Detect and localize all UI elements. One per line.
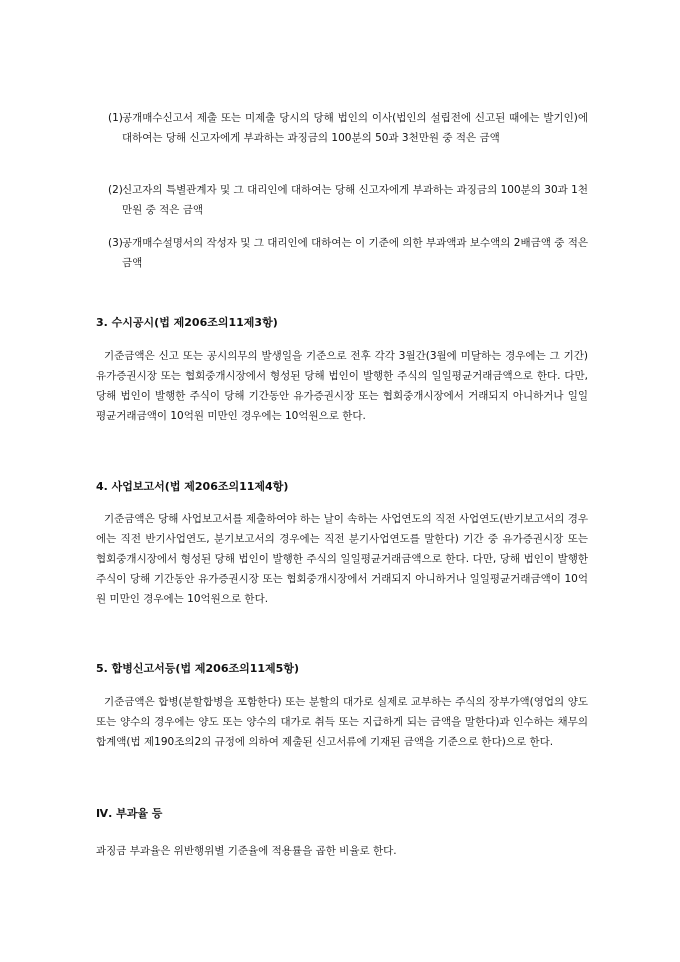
item-number: (2)	[108, 184, 123, 196]
section-heading-4: 4. 사업보고서(법 제206조의11제4항)	[96, 480, 289, 493]
item-number: (1)	[108, 112, 123, 124]
list-item-1	[108, 108, 588, 148]
section-body-3: 기준금액은 신고 또는 공시의무의 발생일을 기준으로 전후 각각 3월간(3월에 미달하는 경우에는 그 기간) 유가증권시장 또는 협회중개시장에서 형성된 당해 법인이 발행한 주식의 일일평균거래금액으로 한다. 다만, 당해 법인이 발행한 주식이 당해 기간동안 유가증권시장 또는 협회중개시장에서 거래되지 아니하거나 일일평균거래금액이 10억원 미만인 경우에는 10억원으로 한다.	[96, 350, 588, 422]
item-number: (3)	[108, 237, 123, 249]
list-item-3	[108, 233, 588, 273]
section-body-5: 기준금액은 합병(분할합병을 포함한다) 또는 분할의 대가로 실제로 교부하는 주식의 장부가액(영업의 양도 또는 양수의 경우에는 양도 또는 양수의 대가로 취득 또는 지급하게 되는 금액을 말한다)과 인수하는 채무의 합계액(법 제190조의2의 규정에 의하여 제출된 신고서류에 기재된 금액을 기준으로 한다)으로 한다.	[96, 696, 588, 748]
section-body-iv: 과징금 부과율은 위반행위별 기준율에 적용률을 곱한 비율로 한다.	[96, 845, 397, 857]
section-heading-iv: Ⅳ. 부과율 등	[96, 807, 163, 820]
item-text: 공개매수신고서 제출 또는 미제출 당시의 당해 법인의 이사(법인의 설립전에 신고된 때에는 발기인)에 대하여는 당해 신고자에게 부과하는 과징금의 100분의 50과 3천만원 중 적은 금액	[122, 112, 588, 144]
item-text: 신고자의 특별관계자 및 그 대리인에 대하여는 당해 신고자에게 부과하는 과징금의 100분의 30과 1천만원 중 적은 금액	[122, 184, 588, 216]
section-heading-3: 3. 수시공시(법 제206조의11제3항)	[96, 316, 278, 329]
section-heading-5: 5. 합병신고서등(법 제206조의11제5항)	[96, 662, 299, 675]
list-item-2	[108, 180, 588, 220]
item-text: 공개매수설명서의 작성자 및 그 대리인에 대하여는 이 기준에 의한 부과액과 보수액의 2배금액 중 적은 금액	[122, 237, 588, 269]
section-body-4: 기준금액은 당해 사업보고서를 제출하여야 하는 날이 속하는 사업연도의 직전 사업연도(반기보고서의 경우에는 직전 반기사업연도, 분기보고서의 경우에는 직전 분기사업연도를 말한다) 기간 중 유가증권시장 또는 협회중개시장에서 형성된 당해 법인이 발행한 주식의 일일평균거래금액으로 한다. 다만, 당해 법인이 발행한 주식이 당해 기간동안 유가증권시장 또는 협회중개시장에서 거래되지 아니하거나 일일평균거래금액이 10억원 미만인 경우에는 10억원으로 한다.	[96, 513, 588, 605]
